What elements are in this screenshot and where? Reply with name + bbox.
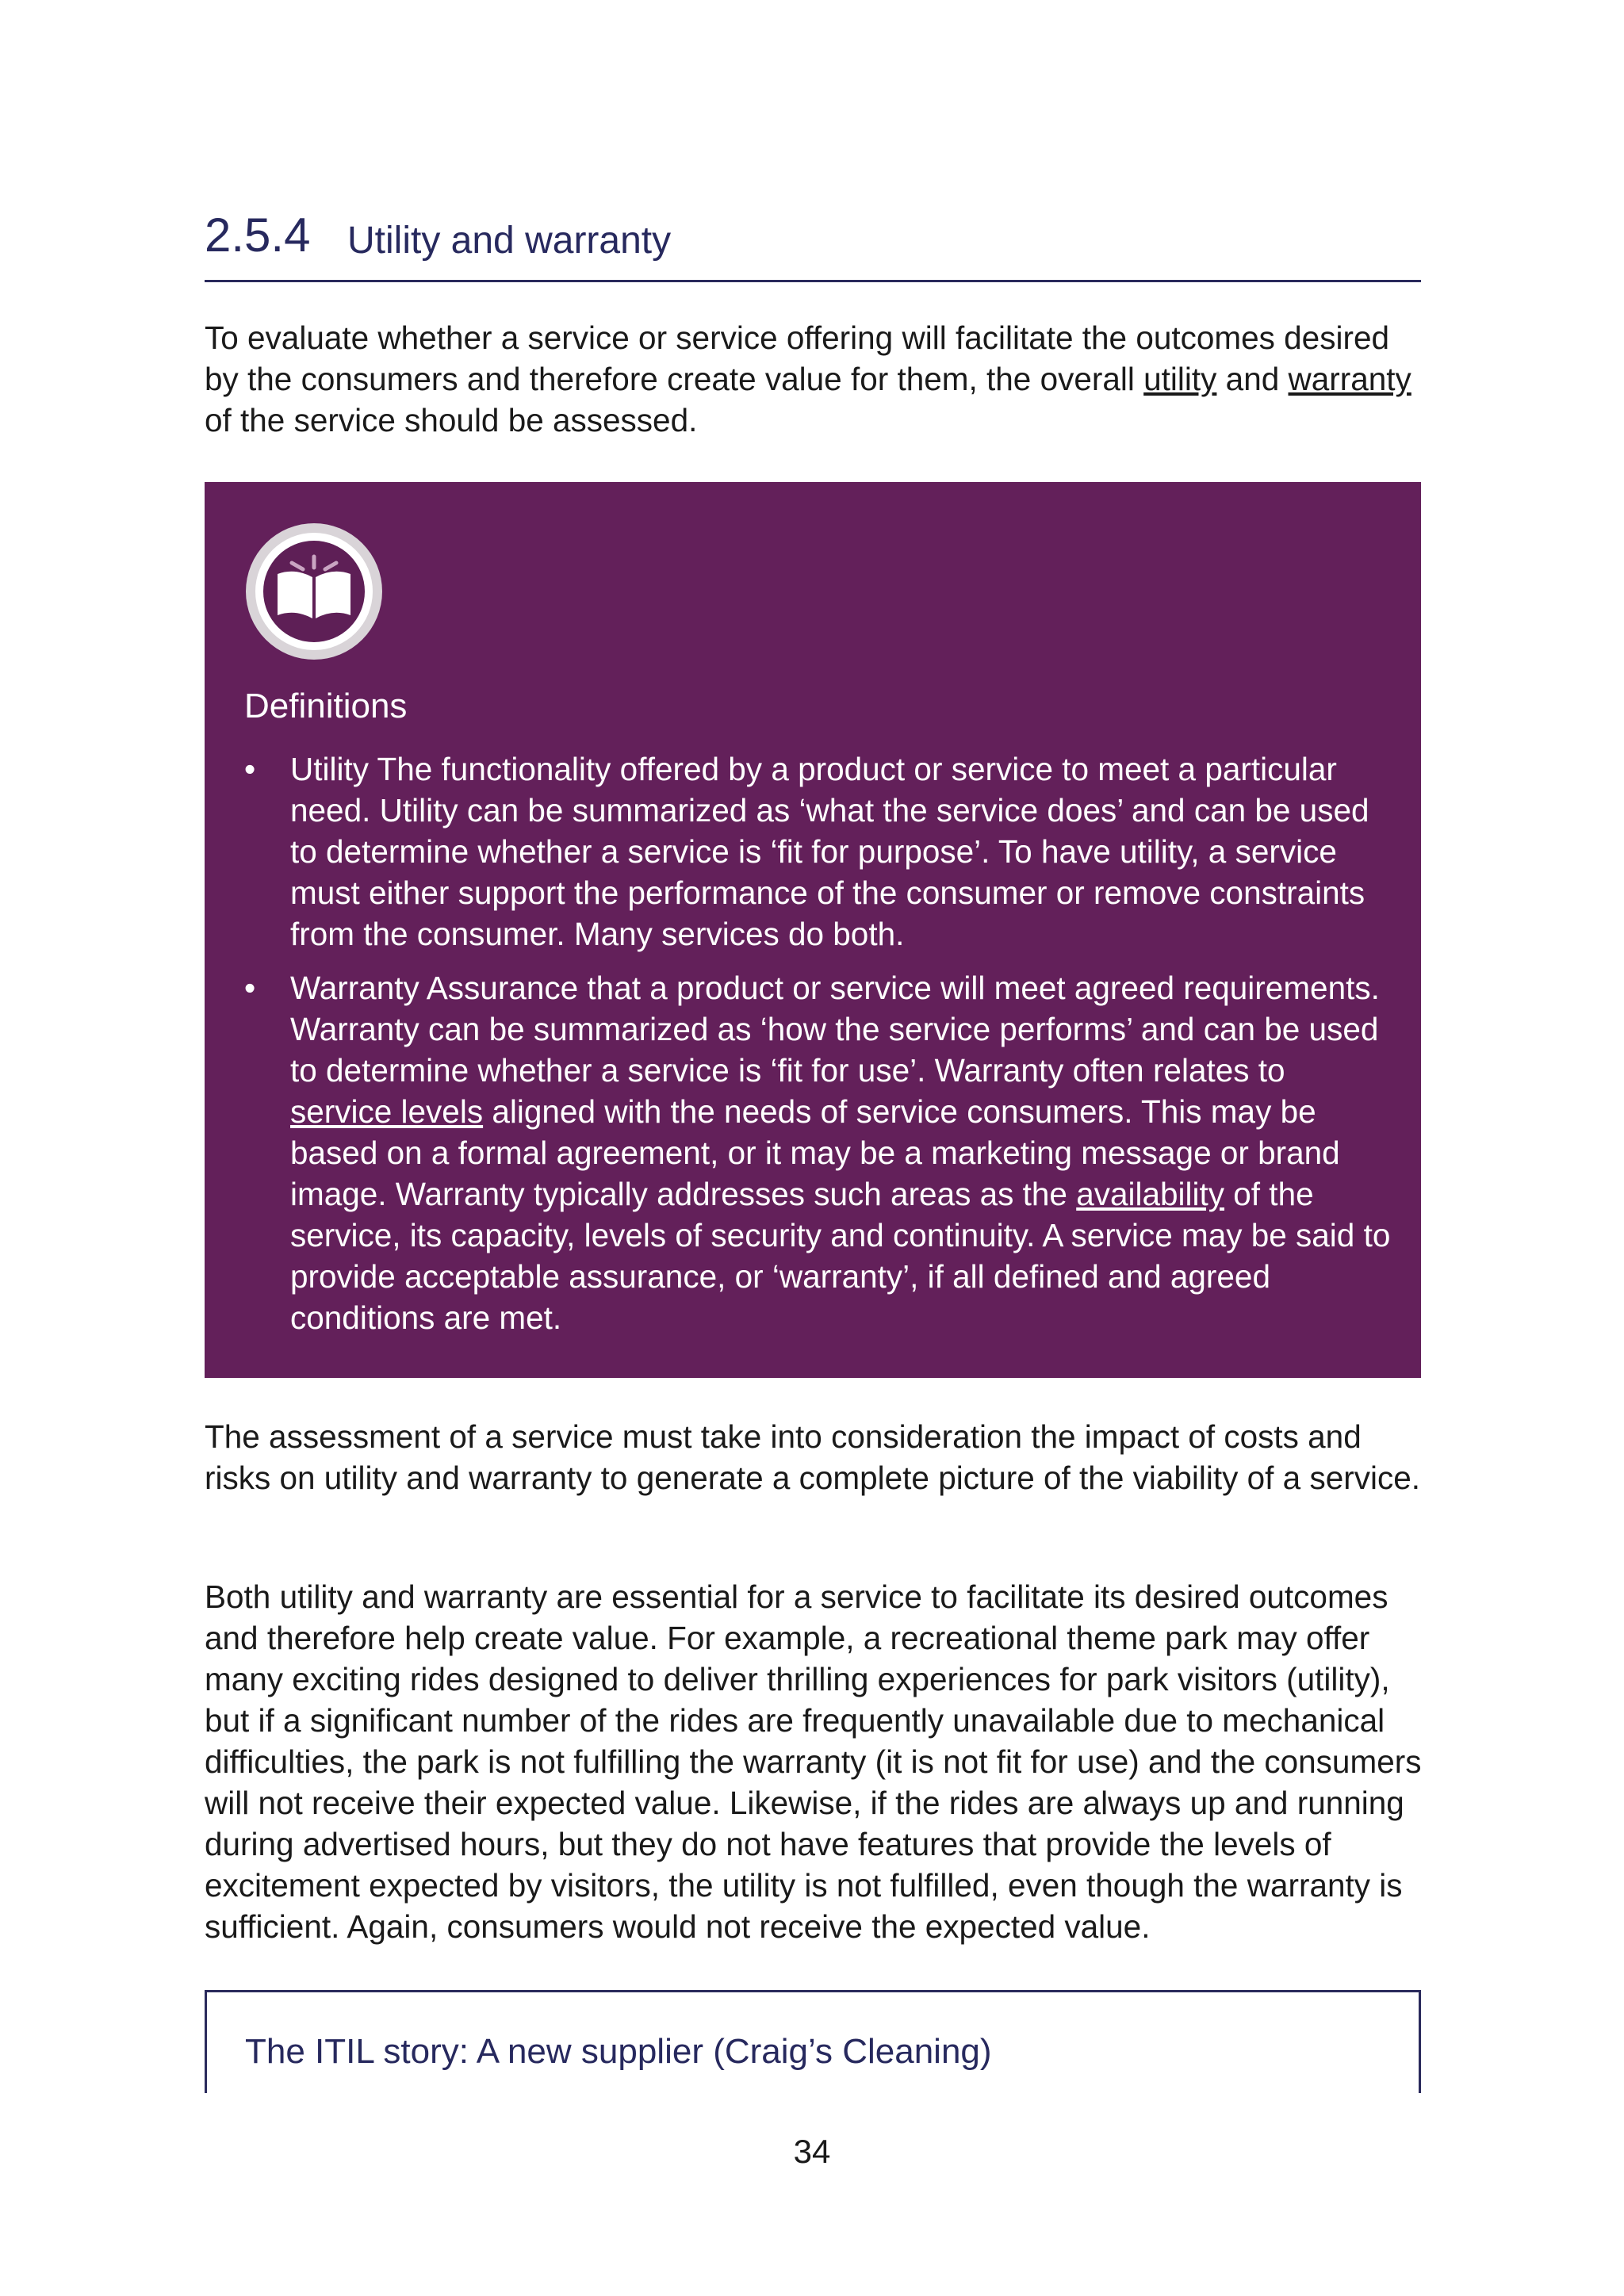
assessment-paragraph: The assessment of a service must take into consideration the impact of costs and risks on utility and warranty to generate a complete picture of the viability of a service. [205, 1418, 1420, 1496]
bullet: • [244, 970, 256, 1006]
definitions-list [244, 748, 1394, 1351]
intro-text-before: To evaluate whether a service or service offering will facilitate the outcomes desired by the consumers and therefore create value for them, the overall [205, 320, 1389, 397]
bullet: • [244, 751, 256, 787]
section-heading [205, 205, 1421, 282]
definitions-title: Definitions [244, 687, 408, 725]
definition-utility: Utility The functionality offered by a product or service to meet a particular need. Utility can be summarized as ‘what the service does’ and can be used to determine whether a service is ‘fit for purpose’. To have utility, a service must either support the performance of the consumer or remove constraints from the consumer. Many services do both. [290, 751, 1369, 952]
intro-text-after: of the service should be assessed. [205, 402, 698, 438]
warranty-text-3: of the service, its capacity, levels of security and continuity. A service may be said to provide acceptable assurance, or ‘warranty’, if all defined and agreed conditions are met. [290, 1176, 1391, 1336]
itil-story-box [205, 1990, 1421, 2093]
list-item [244, 748, 1394, 955]
intro-text-middle: and [1216, 361, 1289, 397]
theme-park-paragraph: Both utility and warranty are essential for a service to facilitate its desired outcomes and therefore help create value. For example, a recreational theme park may offer many exciting rides designed to deliver thrilling experiences for park visitors (utility), but if a significant number of the rides are frequently unavailable due to mechanical difficulties, the park is not fulfilling the warranty (it is not fit for use) and the consumers will not receive their expected value. Likewise, if the rides are always up and running during advertised hours, but they do not have features that provide the levels of excitement expected by visitors, the utility is not fulfilled, even though the warranty is sufficient. Again, consumers would not receive the expected value. [205, 1578, 1422, 1945]
section-number: 2.5.4 [205, 209, 311, 262]
open-book-icon [244, 522, 384, 661]
definition-warranty [290, 970, 1390, 1336]
warranty-text-1: Warranty Assurance that a product or service will meet agreed requirements. Warranty can be summarized as ‘how the service performs’ and can be used to determine whether a service is ‘fit for use’. Warranty often relates to [290, 970, 1380, 1089]
warranty-text-2: aligned with the needs of service consumers. This may be based on a formal agreement, or it may be a marketing message or brand image. Warranty typically addresses such areas as the [290, 1093, 1340, 1212]
intro-paragraph [205, 317, 1426, 441]
warranty-link[interactable]: warranty [1288, 361, 1411, 397]
service-levels-link[interactable]: service levels [290, 1093, 484, 1130]
list-item [244, 967, 1394, 1338]
availability-link[interactable]: availability [1076, 1176, 1225, 1212]
page-number: 34 [793, 2133, 831, 2170]
definitions-box [205, 482, 1421, 1378]
section-title: Utility and warranty [347, 220, 672, 262]
story-title: The ITIL story: A new supplier (Craig’s Cleaning) [245, 2032, 992, 2071]
utility-link[interactable]: utility [1143, 361, 1217, 397]
